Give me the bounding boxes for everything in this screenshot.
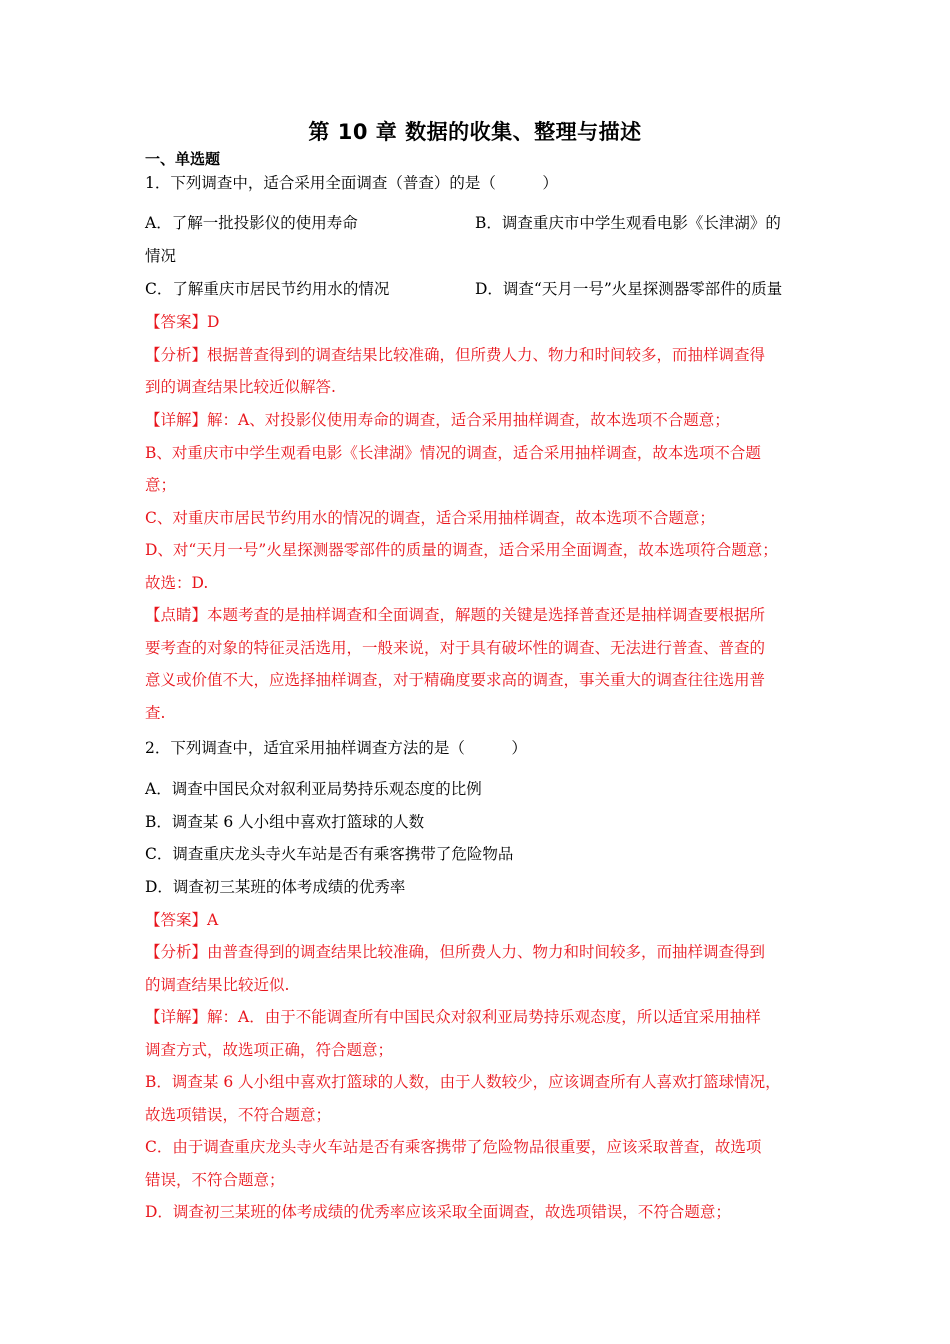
q2-answer: 【答案】A xyxy=(145,911,219,929)
q1-detail-c: C、对重庆市居民节约用水的情况的调查，适合采用抽样调查，故本选项不合题意； xyxy=(145,509,715,527)
q2-analysis-cont: 的调查结果比较近似. xyxy=(145,976,290,994)
q2-detail-c-cont: 错误，不符合题意； xyxy=(145,1171,285,1189)
q1-detail-d: D、对“天月一号”火星探测器零部件的质量的调查，适合采用全面调查，故本选项符合题意； xyxy=(145,541,778,559)
q1-option-a: A．了解一批投影仪的使用寿命 xyxy=(145,214,358,232)
q1-option-b: B．调查重庆市中学生观看电影《长津湖》的 xyxy=(475,214,781,232)
q2-option-d: D．调查初三某班的体考成绩的优秀率 xyxy=(145,878,406,896)
q1-comment-4: 查. xyxy=(145,704,166,722)
section-heading: 一、单选题 xyxy=(145,150,221,168)
q1-analysis: 【分析】根据普查得到的调查结果比较准确，但所费人力、物力和时间较多，而抽样调查得 xyxy=(145,346,766,364)
q1-stem: 1．下列调查中，适合采用全面调查（普查）的是（ ） xyxy=(145,174,558,192)
q2-detail-b-cont: 故选项错误，不符合题意； xyxy=(145,1106,332,1124)
q1-comment: 【点睛】本题考查的是抽样调查和全面调查，解题的关键是选择普查还是抽样调查要根据所 xyxy=(145,606,766,624)
q2-option-c: C．调查重庆龙头寺火车站是否有乘客携带了危险物品 xyxy=(145,845,514,863)
q2-detail: 【详解】解：A．由于不能调查所有中国民众对叙利亚局势持乐观态度，所以适宜采用抽样 xyxy=(145,1008,761,1026)
q1-detail-b: B、对重庆市中学生观看电影《长津湖》情况的调查，适合采用抽样调查，故本选项不合题 xyxy=(145,444,761,462)
q1-comment-2: 要考查的对象的特征灵活选用，一般来说，对于具有破坏性的调查、无法进行普查、普查的 xyxy=(145,639,766,657)
q2-option-b: B．调查某 6 人小组中喜欢打篮球的人数 xyxy=(145,813,425,831)
q1-option-c: C．了解重庆市居民节约用水的情况 xyxy=(145,280,390,298)
q2-analysis: 【分析】由普查得到的调查结果比较准确，但所费人力、物力和时间较多，而抽样调查得到 xyxy=(145,943,766,961)
q2-stem: 2．下列调查中，适宜采用抽样调查方法的是（ ） xyxy=(145,739,527,757)
q1-conclusion: 故选：D. xyxy=(145,574,209,592)
q1-answer: 【答案】D xyxy=(145,313,220,331)
q1-detail: 【详解】解：A、对投影仪使用寿命的调查，适合采用抽样调查，故本选项不合题意； xyxy=(145,411,730,429)
q1-detail-b-cont: 意； xyxy=(145,476,177,494)
q1-comment-3: 意义或价值不大，应选择抽样调查，对于精确度要求高的调查，事关重大的调查往往选用普 xyxy=(145,671,766,689)
q1-option-b-cont: 情况 xyxy=(145,247,177,265)
q2-detail-c: C．由于调查重庆龙头寺火车站是否有乘客携带了危险物品很重要，应该采取普查，故选项 xyxy=(145,1138,762,1156)
q2-option-a: A．调查中国民众对叙利亚局势持乐观态度的比例 xyxy=(145,780,482,798)
q2-detail-b: B．调查某 6 人小组中喜欢打篮球的人数，由于人数较少，应该调查所有人喜欢打篮球情况， xyxy=(145,1073,781,1091)
q1-analysis-cont: 到的调查结果比较近似解答. xyxy=(145,378,336,396)
q1-option-d: D．调查“天月一号”火星探测器零部件的质量 xyxy=(475,280,783,298)
q2-detail-cont: 调查方式，故选项正确，符合题意； xyxy=(145,1041,394,1059)
q2-detail-d: D．调查初三某班的体考成绩的优秀率应该采取全面调查，故选项错误，不符合题意； xyxy=(145,1203,731,1221)
page-title: 第 10 章 数据的收集、整理与描述 xyxy=(308,120,642,144)
